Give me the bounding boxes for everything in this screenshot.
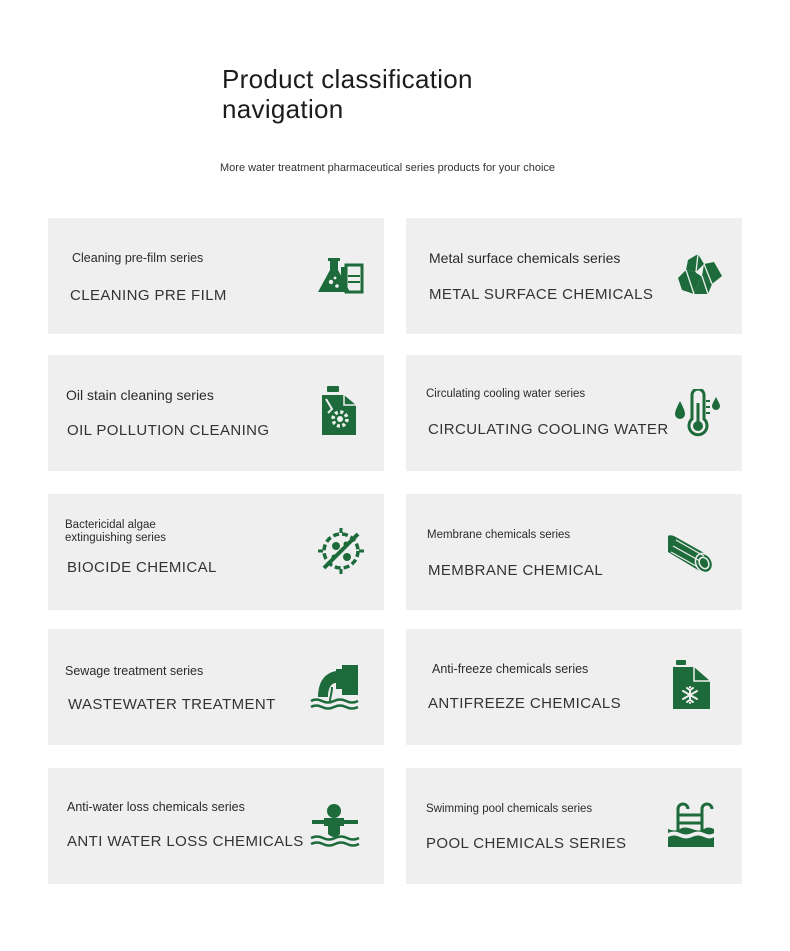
card-series-label: Membrane chemicals series bbox=[427, 529, 571, 541]
card-category-name: MEMBRANE CHEMICAL bbox=[428, 562, 604, 579]
category-card-pool[interactable] bbox=[406, 768, 742, 884]
antifreeze-can-icon bbox=[668, 659, 718, 709]
card-category-name: METAL SURFACE CHEMICALS bbox=[429, 286, 654, 303]
card-category-name: CLEANING PRE FILM bbox=[70, 287, 227, 304]
card-series-label: Anti-water loss chemicals series bbox=[67, 800, 245, 814]
category-card-metal-surface[interactable] bbox=[406, 218, 742, 334]
category-card-wastewater[interactable] bbox=[48, 629, 384, 745]
crystal-icon bbox=[674, 250, 724, 300]
card-category-name: POOL CHEMICALS SERIES bbox=[426, 835, 627, 852]
card-category-name: BIOCIDE CHEMICAL bbox=[67, 559, 217, 576]
category-card-oil-pollution[interactable] bbox=[48, 355, 384, 471]
no-bacteria-icon bbox=[316, 526, 366, 576]
card-series-label: Anti-freeze chemicals series bbox=[432, 662, 589, 676]
card-category-name: OIL POLLUTION CLEANING bbox=[67, 422, 270, 439]
card-category-name: WASTEWATER TREATMENT bbox=[68, 696, 276, 713]
category-card-biocide[interactable] bbox=[48, 494, 384, 610]
card-series-label: Sewage treatment series bbox=[65, 664, 204, 678]
membrane-roll-icon bbox=[668, 526, 718, 576]
card-series-label: Bactericidal algae extinguishing series bbox=[65, 519, 167, 544]
card-series-label: Oil stain cleaning series bbox=[66, 387, 214, 403]
card-series-label: Metal surface chemicals series bbox=[429, 250, 621, 266]
category-card-antifreeze[interactable] bbox=[406, 629, 742, 745]
page-title: Product classification navigation bbox=[222, 64, 473, 124]
water-valve-icon bbox=[310, 802, 360, 852]
oil-can-gear-icon bbox=[314, 385, 364, 435]
sewage-pipe-icon bbox=[310, 661, 360, 711]
swimming-pool-icon bbox=[666, 801, 716, 851]
card-category-name: CIRCULATING COOLING WATER bbox=[428, 421, 669, 438]
card-series-label: Swimming pool chemicals series bbox=[426, 803, 593, 815]
card-category-name: ANTIFREEZE CHEMICALS bbox=[428, 695, 622, 712]
card-series-label: Cleaning pre-film series bbox=[72, 251, 204, 265]
category-card-membrane[interactable] bbox=[406, 494, 742, 610]
thermometer-drops-icon bbox=[672, 389, 722, 439]
card-series-label: Circulating cooling water series bbox=[426, 388, 586, 400]
category-card-circulating-cooling[interactable] bbox=[406, 355, 742, 471]
card-category-name: ANTI WATER LOSS CHEMICALS bbox=[67, 833, 304, 850]
category-card-anti-water-loss[interactable] bbox=[48, 768, 384, 884]
page-subtitle: More water treatment pharmaceutical series products for your choice bbox=[220, 162, 556, 174]
category-card-cleaning-pre-film[interactable] bbox=[48, 218, 384, 334]
flask-icon bbox=[314, 252, 364, 302]
